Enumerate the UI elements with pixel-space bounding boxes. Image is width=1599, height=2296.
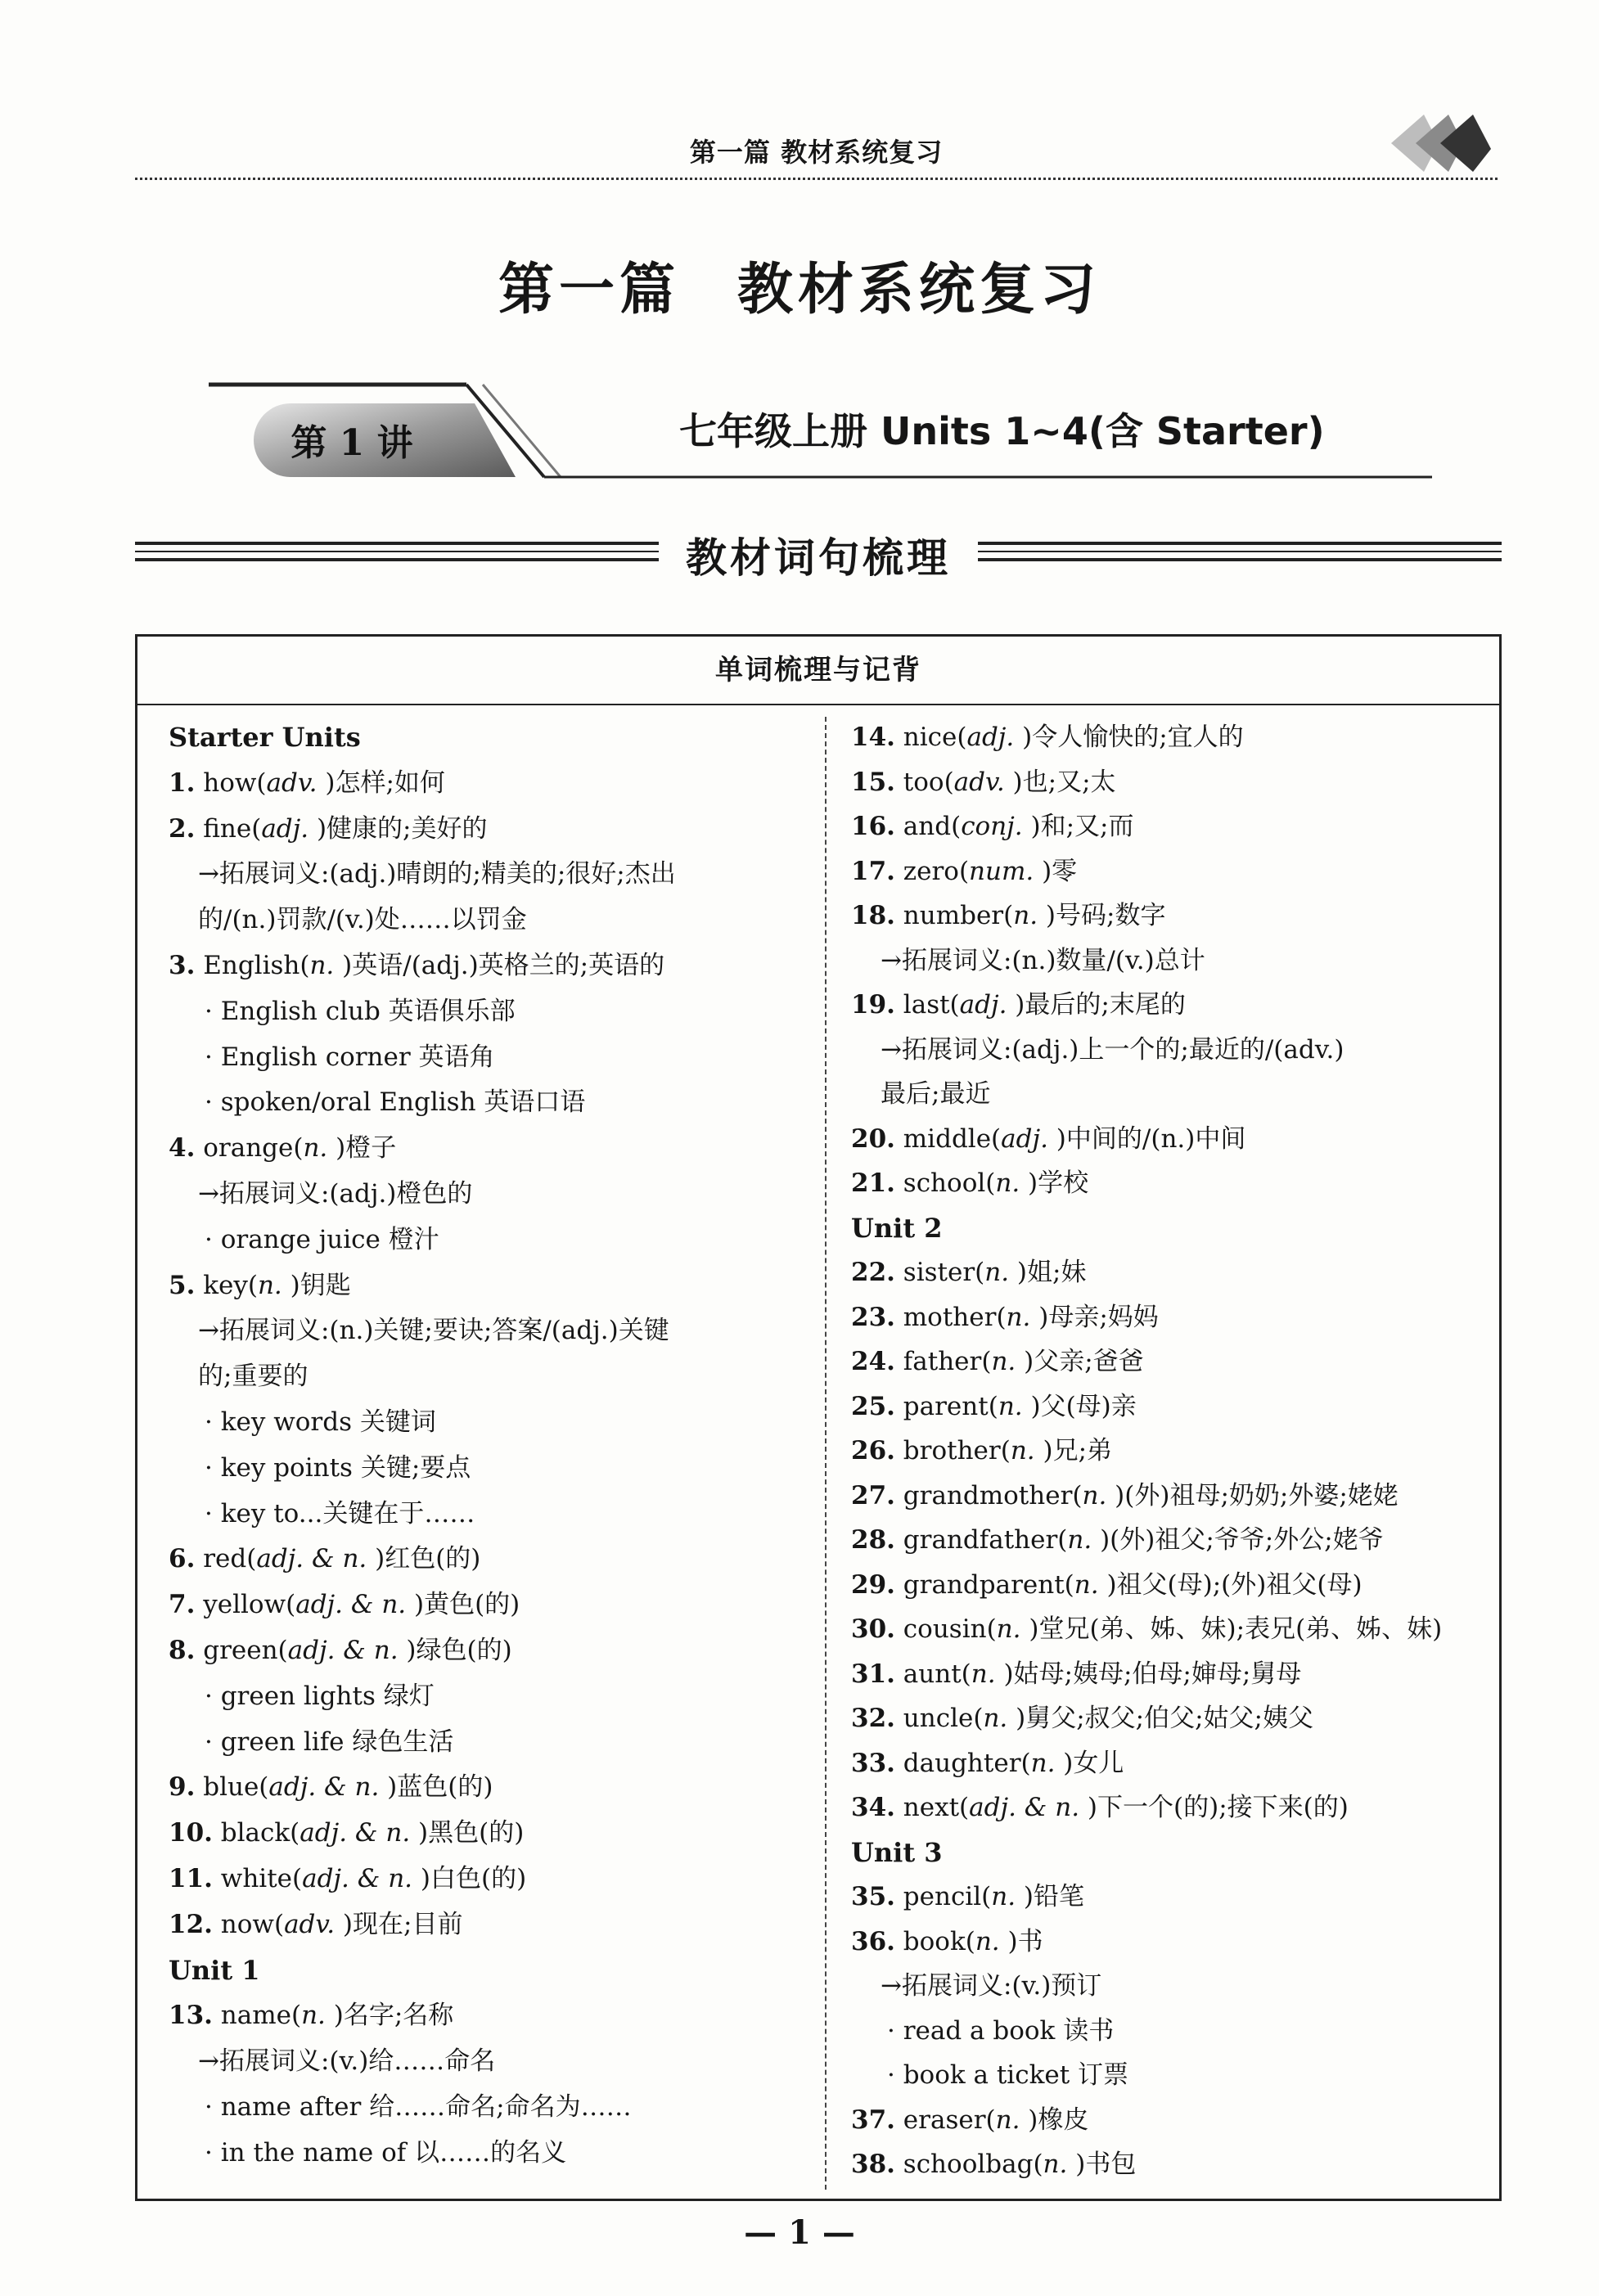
entry-part-of-speech: adj. & n. (268, 1772, 380, 1803)
vocab-entry (851, 1295, 1489, 1340)
entry-part-of-speech: adj. (261, 813, 309, 844)
lecture-title: 七年级上册 Units 1~4(含 Starter) (679, 409, 1325, 453)
entry-part-of-speech: n. (1067, 1525, 1092, 1555)
entry-part-of-speech: n. (991, 1882, 1016, 1911)
entry-number: 9. (169, 1772, 196, 1803)
entry-word: book( (894, 1926, 975, 1956)
continuation-line: 最后;最近 (881, 1079, 991, 1109)
entry-part-of-speech: num. (969, 856, 1034, 886)
entry-meaning: )(外)祖父;爷爷;外公;姥爷 (1092, 1525, 1384, 1555)
entry-number: 11. (169, 1863, 213, 1893)
entry-word: yellow( (195, 1590, 296, 1620)
running-header-rule (135, 178, 1498, 180)
part-title-text: 教材系统复习 (737, 258, 1101, 322)
entry-meaning: )(外)祖母;奶奶;外婆;姥姥 (1106, 1480, 1399, 1510)
entry-meaning: )祖父(母);(外)祖父(母) (1098, 1569, 1363, 1600)
entry-word: and( (894, 812, 962, 841)
extended-meaning: →拓展词义:(n.)关键;要诀;答案/(adj.)关键 (198, 1316, 669, 1346)
entry-number: 15. (851, 767, 895, 797)
entry-word: grandparent( (894, 1569, 1074, 1600)
entry-meaning: )舅父;叔父;伯父;姑父;姨父 (1007, 1704, 1314, 1733)
entry-meaning: )兄;弟 (1034, 1436, 1113, 1465)
entry-part-of-speech: n. (983, 1704, 1008, 1733)
vocab-entry (851, 2098, 1489, 2143)
entry-part-of-speech: adj. (966, 723, 1015, 752)
entry-meaning: )白色(的) (412, 1863, 527, 1893)
vocab-entry (851, 715, 1489, 760)
entry-meaning: )橡皮 (1020, 2105, 1089, 2135)
extended-meaning: →拓展词义:(n.)数量/(v.)总计 (881, 945, 1205, 975)
entry-word: school( (894, 1168, 996, 1198)
entry-number: 19. (851, 990, 895, 1020)
entry-word: how( (195, 768, 267, 798)
entry-part-of-speech: n. (995, 2105, 1020, 2135)
phrase-item: · key points 关键;要点 (205, 1452, 471, 1483)
vocab-entry (851, 760, 1489, 805)
continuation-line: 的;重要的 (198, 1362, 309, 1392)
entry-number: 14. (851, 723, 895, 752)
entry-part-of-speech: n. (996, 1614, 1021, 1644)
vocab-entry (851, 2142, 1489, 2187)
entry-word: now( (212, 1909, 285, 1939)
phrase-item: · read a book 读书 (887, 2015, 1115, 2046)
entry-word: next( (894, 1793, 970, 1822)
unit-heading: Unit 3 (851, 1836, 943, 1868)
extended-meaning: →拓展词义:(v.)预订 (881, 1971, 1102, 2001)
entry-part-of-speech: adj. & n. (302, 1863, 413, 1893)
entry-word: too( (894, 767, 954, 797)
extended-meaning: →拓展词义:(adj.)橙色的 (198, 1178, 473, 1209)
entry-meaning: )号码;数字 (1038, 901, 1166, 930)
vocab-entry (851, 1161, 1489, 1206)
entry-word: middle( (894, 1123, 1002, 1154)
vocab-entry (169, 1857, 823, 1902)
phrase-item: · key to...关键在于…… (205, 1498, 475, 1528)
entry-word: orange( (195, 1133, 304, 1164)
entry-number: 26. (851, 1436, 895, 1465)
entry-part-of-speech: n. (1030, 1748, 1056, 1778)
entry-meaning: )也;又;太 (1004, 767, 1116, 797)
vocab-entry (169, 807, 823, 853)
entry-word: aunt( (894, 1659, 971, 1689)
entry-number: 5. (169, 1270, 196, 1300)
vocab-entry (169, 1628, 823, 1674)
entry-part-of-speech: n. (1074, 1569, 1099, 1600)
entry-number: 33. (851, 1748, 895, 1778)
entry-number: 18. (851, 901, 895, 930)
entry-meaning: )零 (1034, 856, 1078, 886)
entry-number: 29. (851, 1569, 895, 1600)
phrase-item: · green life 绿色生活 (205, 1727, 454, 1757)
entry-word: daughter( (894, 1748, 1031, 1778)
entry-number: 38. (851, 2150, 895, 2179)
entry-meaning: )最后的;末尾的 (1007, 990, 1186, 1020)
part-title-number: 第一篇 (498, 258, 680, 322)
entry-meaning: )怎样;如何 (317, 768, 445, 798)
vocab-entry (851, 1785, 1489, 1830)
vocab-entry (169, 1537, 823, 1582)
entry-meaning: )橙子 (327, 1133, 397, 1164)
entry-number: 35. (851, 1882, 895, 1911)
entry-meaning: )黄色(的) (406, 1590, 520, 1620)
vocab-entry (851, 1518, 1489, 1563)
entry-part-of-speech: adj. & n. (969, 1793, 1080, 1822)
entry-number: 1. (169, 768, 196, 798)
entry-number: 28. (851, 1525, 895, 1555)
entry-part-of-speech: n. (991, 1347, 1016, 1376)
vocab-entry (851, 1741, 1489, 1786)
lecture-badge: 第 1 讲 (291, 422, 413, 464)
entry-word: eraser( (894, 2105, 996, 2135)
entry-number: 20. (851, 1123, 895, 1154)
entry-part-of-speech: n. (984, 1258, 1010, 1287)
vocab-entry (851, 983, 1489, 1028)
entry-number: 30. (851, 1614, 895, 1644)
entry-part-of-speech: n. (1006, 1302, 1031, 1332)
extended-meaning: →拓展词义:(adj.)晴朗的;精美的;很好;杰出 (198, 859, 676, 889)
entry-number: 25. (851, 1391, 895, 1421)
entry-word: parent( (894, 1391, 998, 1421)
entry-number: 12. (169, 1909, 213, 1939)
entry-meaning: )姑母;姨母;伯母;婶母;舅母 (995, 1659, 1302, 1689)
phrase-item: · spoken/oral English 英语口语 (205, 1087, 586, 1118)
entry-number: 31. (851, 1659, 895, 1689)
entry-meaning: )姐;妹 (1009, 1258, 1087, 1287)
entry-number: 32. (851, 1704, 895, 1733)
entry-meaning: )现在;目前 (335, 1909, 463, 1939)
entry-word: number( (894, 901, 1014, 930)
entry-part-of-speech: n. (303, 1133, 328, 1164)
entry-number: 13. (169, 2001, 213, 2031)
unit-heading: Unit 1 (169, 1954, 260, 1986)
entry-part-of-speech: adj. (1001, 1123, 1048, 1154)
vocab-entry (851, 1696, 1489, 1741)
entry-part-of-speech: conj. (961, 812, 1023, 841)
entry-meaning: )蓝色(的) (379, 1772, 493, 1803)
column-divider (825, 717, 827, 2190)
vocab-entry (851, 1117, 1489, 1162)
entry-meaning: )学校 (1020, 1168, 1089, 1198)
vocab-entry (169, 1126, 823, 1172)
phrase-item: · key words 关键词 (205, 1407, 436, 1437)
phrase-item: · English club 英语俱乐部 (205, 996, 516, 1026)
vocab-entry (851, 1474, 1489, 1519)
vocab-entry (851, 1920, 1489, 1965)
entry-number: 8. (169, 1635, 196, 1665)
continuation-line: 的/(n.)罚款/(v.)处……以罚金 (198, 905, 527, 935)
vocabulary-box-title: 单词梳理与记背 (137, 637, 1499, 705)
entry-part-of-speech: n. (971, 1659, 996, 1689)
vocab-entry (169, 1765, 823, 1811)
entry-word: grandmother( (894, 1480, 1083, 1510)
entry-word: red( (195, 1544, 257, 1574)
entry-part-of-speech: adv. (284, 1909, 336, 1939)
phrase-item: · book a ticket 订票 (887, 2060, 1129, 2090)
entry-part-of-speech: adv. (953, 767, 1005, 797)
entry-number: 27. (851, 1480, 895, 1510)
entry-meaning: )健康的;美好的 (309, 813, 488, 844)
vocab-entry (851, 1250, 1489, 1295)
part-title (0, 245, 1599, 325)
entry-number: 6. (169, 1544, 196, 1574)
phrase-item: · green lights 绿灯 (205, 1681, 435, 1711)
vocab-entry (169, 1582, 823, 1628)
entry-word: English( (195, 950, 310, 980)
entry-part-of-speech: adj. & n. (300, 1818, 411, 1848)
entry-number: 22. (851, 1258, 895, 1287)
entry-word: brother( (894, 1436, 1011, 1465)
vocab-entry (851, 804, 1489, 849)
entry-meaning: )母亲;妈妈 (1030, 1302, 1159, 1332)
vocab-entry (169, 1263, 823, 1309)
entry-word: white( (212, 1863, 303, 1893)
entry-part-of-speech: adj. & n. (287, 1635, 399, 1665)
entry-word: pencil( (894, 1882, 992, 1911)
vocab-entry (169, 761, 823, 807)
extended-meaning: →拓展词义:(adj.)上一个的;最近的/(adv.) (881, 1034, 1345, 1065)
entry-number: 16. (851, 812, 895, 841)
entry-part-of-speech: adj. (959, 990, 1007, 1020)
entry-part-of-speech: n. (309, 950, 335, 980)
entry-meaning: )钥匙 (282, 1270, 351, 1300)
entry-meaning: )红色(的) (367, 1544, 481, 1574)
entry-part-of-speech: n. (1082, 1480, 1107, 1510)
entry-meaning: )令人愉快的;宜人的 (1014, 723, 1244, 752)
vocab-entry (851, 1384, 1489, 1429)
entry-word: last( (894, 990, 960, 1020)
entry-word: schoolbag( (894, 2150, 1043, 2179)
entry-meaning: )书包 (1067, 2150, 1137, 2179)
phrase-item: · orange juice 橙汁 (205, 1224, 439, 1254)
entry-meaning: )父亲;爸爸 (1016, 1347, 1144, 1376)
entry-meaning: )名字;名称 (325, 2001, 454, 2031)
page-number: — 1 — (744, 2213, 855, 2252)
vocabulary-box (135, 634, 1502, 2201)
vocab-entry (851, 894, 1489, 939)
phrase-item: · English corner 英语角 (205, 1042, 495, 1072)
entry-word: sister( (894, 1258, 985, 1287)
entry-word: uncle( (894, 1704, 984, 1733)
entry-meaning: )中间的/(n.)中间 (1047, 1123, 1246, 1154)
phrase-item: · name after 给……命名;命名为…… (205, 2091, 632, 2122)
unit-heading: Starter Units (169, 722, 361, 753)
entry-meaning: )黑色(的) (410, 1818, 525, 1848)
vocab-entry (169, 1811, 823, 1857)
vocab-entry (169, 1902, 823, 1948)
vocab-entry (851, 849, 1489, 894)
entry-meaning: )堂兄(弟、姊、妹);表兄(弟、姊、妹) (1020, 1614, 1443, 1644)
entry-number: 34. (851, 1793, 895, 1822)
vocab-entry (169, 1993, 823, 2039)
entry-meaning: )英语/(adj.)英格兰的;英语的 (334, 950, 665, 980)
entry-meaning: )父(母)亲 (1022, 1391, 1137, 1421)
entry-word: father( (894, 1347, 992, 1376)
entry-part-of-speech: n. (257, 1270, 282, 1300)
entry-number: 23. (851, 1302, 895, 1332)
entry-word: key( (195, 1270, 258, 1300)
running-header (135, 131, 1498, 173)
entry-word: black( (212, 1818, 300, 1848)
entry-part-of-speech: n. (301, 2001, 326, 2031)
entry-number: 36. (851, 1926, 895, 1956)
section-heading (135, 524, 1502, 589)
entry-word: mother( (894, 1302, 1007, 1332)
entry-meaning: )绿色(的) (398, 1635, 512, 1665)
vocab-entry (851, 1429, 1489, 1474)
entry-word: fine( (195, 813, 262, 844)
lecture-banner (205, 380, 1432, 483)
vocabulary-left-column (169, 715, 823, 2177)
entry-number: 4. (169, 1133, 196, 1164)
vocabulary-right-column (851, 715, 1489, 2187)
entry-meaning: )女儿 (1055, 1748, 1124, 1778)
entry-part-of-speech: adj. & n. (295, 1590, 407, 1620)
vocab-entry (851, 1652, 1489, 1697)
entry-part-of-speech: n. (1013, 901, 1038, 930)
vocab-entry (169, 943, 823, 989)
vocab-entry (851, 1875, 1489, 1920)
entry-meaning: )铅笔 (1016, 1882, 1085, 1911)
running-header-title: 第一篇 教材系统复习 (689, 137, 944, 168)
entry-part-of-speech: n. (975, 1926, 1000, 1956)
entry-number: 7. (169, 1590, 196, 1620)
entry-word: nice( (894, 723, 967, 752)
vocab-entry (851, 1607, 1489, 1652)
phrase-item: · in the name of 以……的名义 (205, 2137, 567, 2168)
entry-word: blue( (195, 1772, 269, 1803)
entry-part-of-speech: n. (1010, 1436, 1035, 1465)
vocab-entry (851, 1563, 1489, 1608)
entry-meaning: )书 (999, 1926, 1043, 1956)
entry-part-of-speech: n. (995, 1168, 1020, 1198)
vocab-entry (851, 1339, 1489, 1384)
entry-part-of-speech: adj. & n. (256, 1544, 367, 1574)
entry-word: green( (195, 1635, 288, 1665)
entry-word: grandfather( (894, 1525, 1068, 1555)
entry-number: 37. (851, 2105, 895, 2135)
extended-meaning: →拓展词义:(v.)给……命名 (198, 2046, 496, 2077)
entry-part-of-speech: n. (1043, 2150, 1068, 2179)
entry-part-of-speech: n. (998, 1391, 1023, 1421)
entry-number: 21. (851, 1168, 895, 1198)
entry-word: name( (212, 2001, 302, 2031)
unit-heading: Unit 2 (851, 1212, 943, 1244)
entry-number: 10. (169, 1818, 213, 1848)
entry-number: 2. (169, 813, 196, 844)
section-heading-text: 教材词句梳理 (686, 534, 951, 582)
entry-number: 24. (851, 1347, 895, 1376)
entry-number: 3. (169, 950, 196, 980)
entry-part-of-speech: adv. (266, 768, 318, 798)
entry-word: zero( (894, 856, 970, 886)
entry-word: cousin( (894, 1614, 997, 1644)
chevron-arrows-icon (1391, 106, 1498, 172)
entry-meaning: )和;又;而 (1022, 812, 1134, 841)
entry-meaning: )下一个(的);接下来(的) (1079, 1793, 1349, 1822)
entry-number: 17. (851, 856, 895, 886)
